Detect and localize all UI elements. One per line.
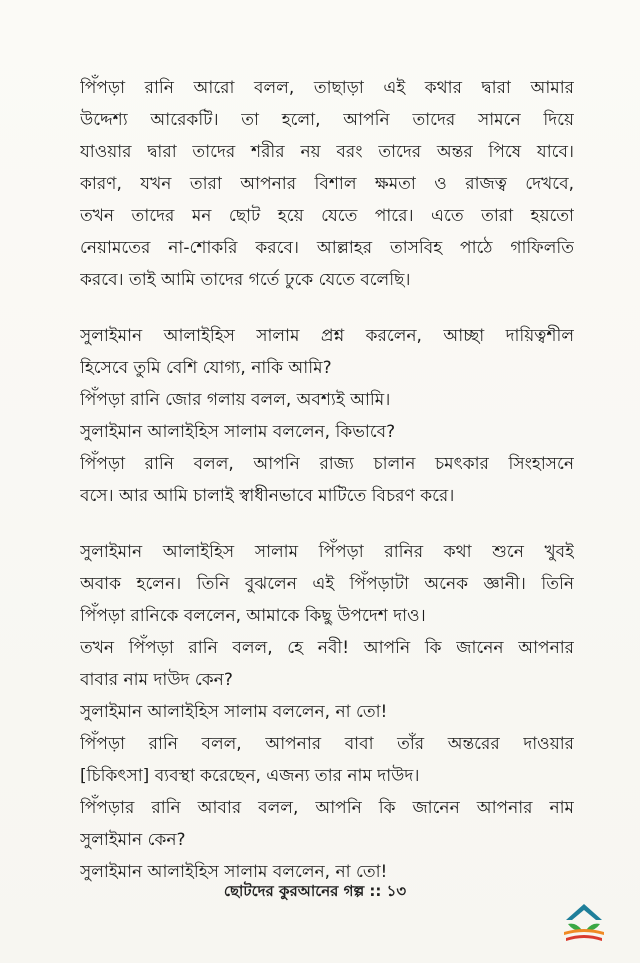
text-line: পিঁপড়া রানিকে বললেন, আমাকে কিছু উপদেশ দাও।	[80, 606, 426, 626]
text-line: সুলাইমান আলাইহিস সালাম বললেন, না তো!	[80, 702, 388, 722]
text-line: নেয়ামতের না-শোকরি করবে। আল্লাহর তাসবিহ পাঠে গাফিলতি	[80, 238, 574, 258]
body-text	[80, 72, 574, 912]
text-line: হিসেবে তুমি বেশি যোগ্য, নাকি আমি?	[80, 358, 332, 378]
text-line: বসে। আর আমি চালাই স্বাধীনভাবে মাটিতে বিচরণ করে।	[80, 486, 455, 506]
page-footer: ছোটদের কুরআনের গল্প :: ১৩	[223, 882, 407, 900]
text-line: কারণ, যখন তারা আপনার বিশাল ক্ষমতা ও রাজত্ব দেখবে,	[80, 174, 574, 194]
text-line: সুলাইমান আলাইহিস সালাম প্রশ্ন করলেন, আচ্ছা দায়িত্বশীল	[80, 326, 574, 346]
text-line: তখন তাদের মন ছোট হয়ে যেতে পারে। এতে তারা হয়তো	[80, 206, 574, 226]
text-line: পিঁপড়ার রানি আবার বলল, আপনি কি জানেন আপনার নাম	[80, 798, 574, 818]
paragraph-2	[80, 320, 574, 512]
paragraph-3	[80, 536, 574, 888]
text-line: তখন পিঁপড়া রানি বলল, হে নবী! আপনি কি জানেন আপনার	[80, 638, 574, 658]
text-line: সুলাইমান আলাইহিস সালাম বললেন, না তো!	[80, 862, 388, 882]
logo-book-bottom	[566, 935, 602, 941]
text-line: পিঁপড়া রানি জোর গলায় বলল, অবশ্যই আমি।	[80, 390, 391, 410]
text-line: যাওয়ার দ্বারা তাদের শরীর নয় বরং তাদের অন্তর পিষে যাবে।	[80, 142, 574, 162]
publisher-logo-icon	[556, 900, 612, 948]
text-line: বাবার নাম দাউদ কেন?	[80, 670, 233, 690]
paragraph-1	[80, 72, 574, 296]
logo-book-top	[564, 929, 604, 935]
text-line: [চিকিৎসা] ব্যবস্থা করেছেন, এজন্য তার নাম দাউদ।	[80, 766, 420, 786]
text-line: পিঁপড়া রানি বলল, আপনার বাবা তাঁর অন্তরের দাওয়ার	[80, 734, 574, 754]
text-line: করবে। তাই আমি তাদের গর্তে ঢুকে যেতে বলেছি।	[80, 270, 411, 290]
text-line: সুলাইমান আলাইহিস সালাম বললেন, কিভাবে?	[80, 422, 396, 442]
text-line: পিঁপড়া রানি বলল, আপনি রাজ্য চালান চমৎকার সিংহাসনে	[80, 454, 574, 474]
text-line: সুলাইমান কেন?	[80, 830, 186, 850]
text-line: অবাক হলেন। তিনি বুঝলেন এই পিঁপড়াটা অনেক জ্ঞানী। তিনি	[80, 574, 574, 594]
text-line: সুলাইমান আলাইহিস সালাম পিঁপড়া রানির কথা শুনে খুবই	[80, 542, 574, 562]
text-line: উদ্দেশ্য আরেকটি। তা হলো, আপনি তাদের সামনে দিয়ে	[80, 110, 574, 130]
text-line: পিঁপড়া রানি আরো বলল, তাছাড়া এই কথার দ্বারা আমার	[80, 78, 574, 98]
logo-roof	[566, 904, 602, 920]
